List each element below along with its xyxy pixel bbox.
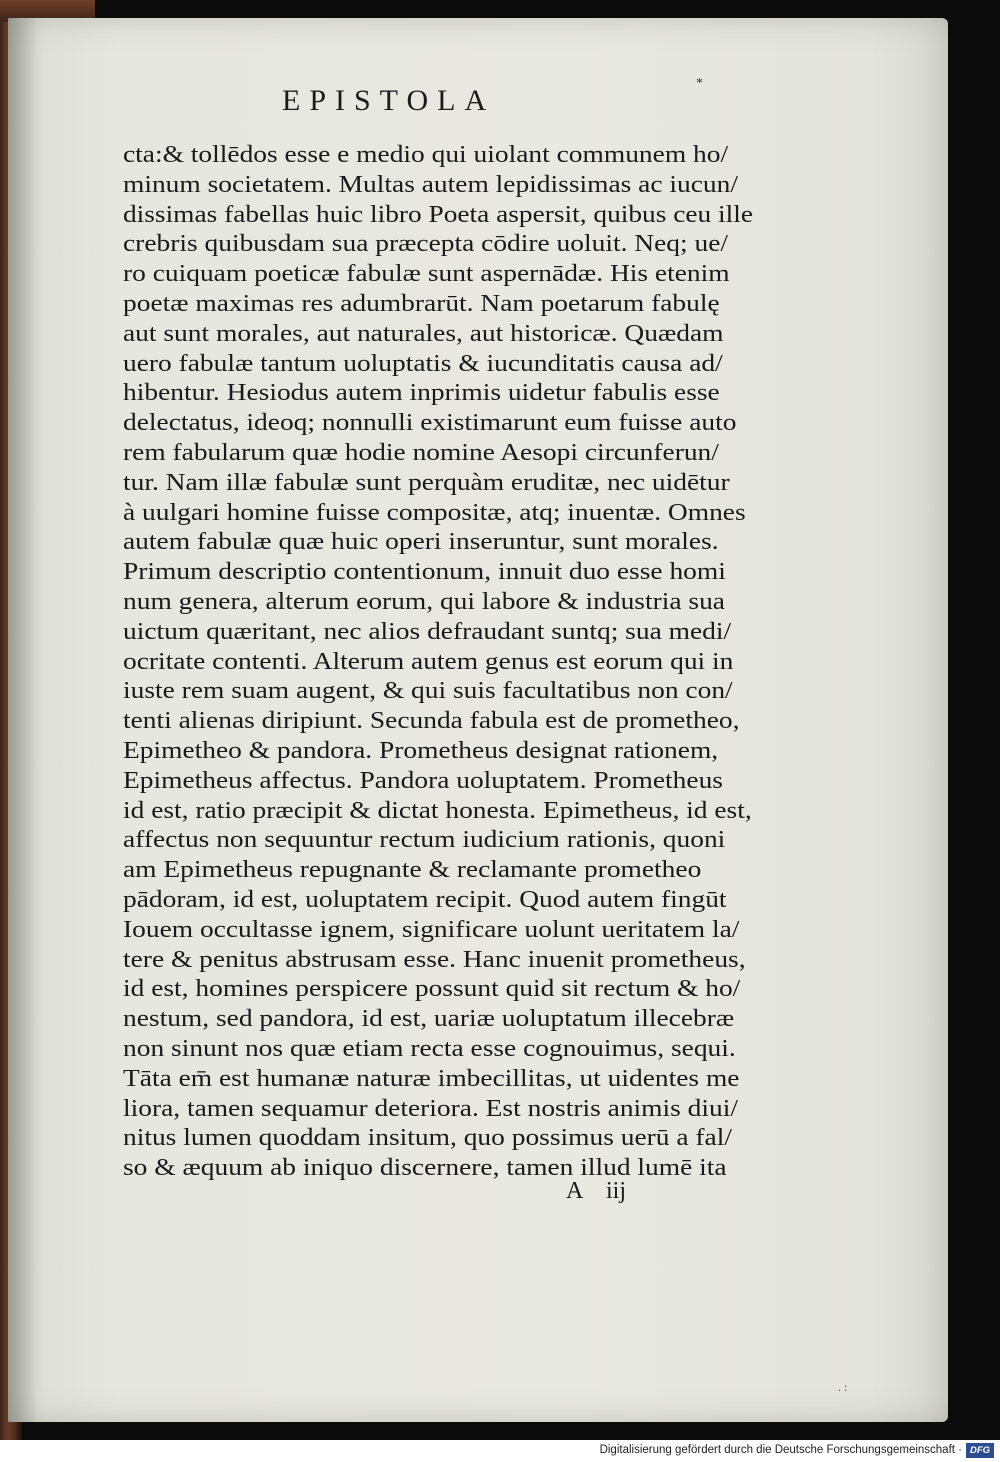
text-line: num genera, alterum eorum, qui labore & industria sua [123,587,725,615]
text-line: Tāta em̄ est humanæ naturæ imbecillitas, ut uidentes me [123,1064,740,1092]
text-line: poetæ maximas res adumbrarūt. Nam poetarum fabulę [123,289,720,317]
text-line: Epimetheus affectus. Pandora uoluptatem. Prometheus [123,766,723,794]
text-line: Iouem occultasse ignem, significare uolunt ueritatem la/ [123,915,740,943]
dfg-logo: DFG [966,1443,994,1458]
body-text [123,140,753,1183]
text-line: tur. Nam illæ fabulæ sunt perquàm eruditæ, nec uidētur [123,468,730,496]
text-line: nitus lumen quoddam insitum, quo possimus uerū a fal/ [123,1124,732,1152]
text-line: tenti alienas diripiunt. Secunda fabula est de prometheo, [123,707,740,735]
text-line: cta:& tollēdos esse e medio qui uiolant communem ho/ [123,141,729,168]
footer-bar [0,1440,1000,1462]
gutter-shadow [8,18,38,1422]
funding-credit: Digitalisierung gefördert durch die Deutsche Forschungsgemeinschaft · [599,1444,962,1456]
text-line: ocritate contenti. Alterum autem genus est eorum qui in [123,647,734,675]
text-line: delectatus, ideoq; nonnulli existimarunt eum fuisse auto [123,409,737,437]
text-line: tere & penitus abstrusam esse. Hanc inuenit prometheus, [123,945,746,973]
text-line: so & æquum ab iniquo discernere, tamen illud lumē ita [123,1154,727,1182]
text-line: id est, homines perspicere possunt quid sit rectum & ho/ [123,975,741,1003]
text-line: pādoram, id est, uoluptatem recipit. Quod autem fingūt [123,885,727,913]
signature-mark: A iij [566,1178,627,1204]
text-line: hibentur. Hesiodus autem inprimis uidetur fabulis esse [123,379,720,407]
text-line: Primum descriptio contentionum, innuit duo esse homi [123,558,726,586]
text-line: crebris quibusdam sua præcepta cōdire uoluit. Neq; ue/ [123,230,729,258]
text-line: nestum, sed pandora, id est, uariæ uoluptatum illecebræ [123,1005,735,1033]
text-line: autem fabulæ quæ huic operi inseruntur, sunt morales. [123,528,719,556]
text-line: uero fabulæ tantum uoluptatis & iucunditatis causa ad/ [123,349,723,377]
text-line: liora, tamen sequamur deteriora. Est nostris animis diui/ [123,1094,738,1122]
corner-mark: * [696,76,703,91]
text-line: iuste rem suam augent, & qui suis facultatibus non con/ [123,677,733,705]
text-line: affectus non sequuntur rectum iudicium rationis, quoni [123,826,726,854]
text-line: dissimas fabellas huic libro Poeta aspersit, quibus ceu ille [123,200,753,228]
text-line: aut sunt morales, aut naturales, aut historicæ. Quædam [123,319,724,347]
text-line: id est, ratio præcipit & dictat honesta. Epimetheus, id est, [123,796,752,824]
text-line: non sinunt nos quæ etiam recta esse cognouimus, sequi. [123,1034,736,1062]
text-line: minum societatem. Multas autem lepidissimas ac iucun/ [123,170,739,198]
running-head: EPISTOLA [282,84,496,117]
text-line: am Epimetheus repugnante & reclamante prometheo [123,856,702,884]
text-line: uictum quæritant, nec alios defraudant suntq; sua medi/ [123,617,732,645]
text-line: rem fabularum quæ hodie nomine Aesopi circunferun/ [123,438,719,466]
text-line: Epimetheo & pandora. Prometheus designat rationem, [123,736,719,764]
page-dots: . : [838,1380,848,1394]
text-line: ro cuiquam poeticæ fabulæ sunt aspernādæ. His etenim [123,260,730,288]
text-line: à uulgari homine fuisse compositæ, atq; inuentæ. Omnes [123,498,746,526]
